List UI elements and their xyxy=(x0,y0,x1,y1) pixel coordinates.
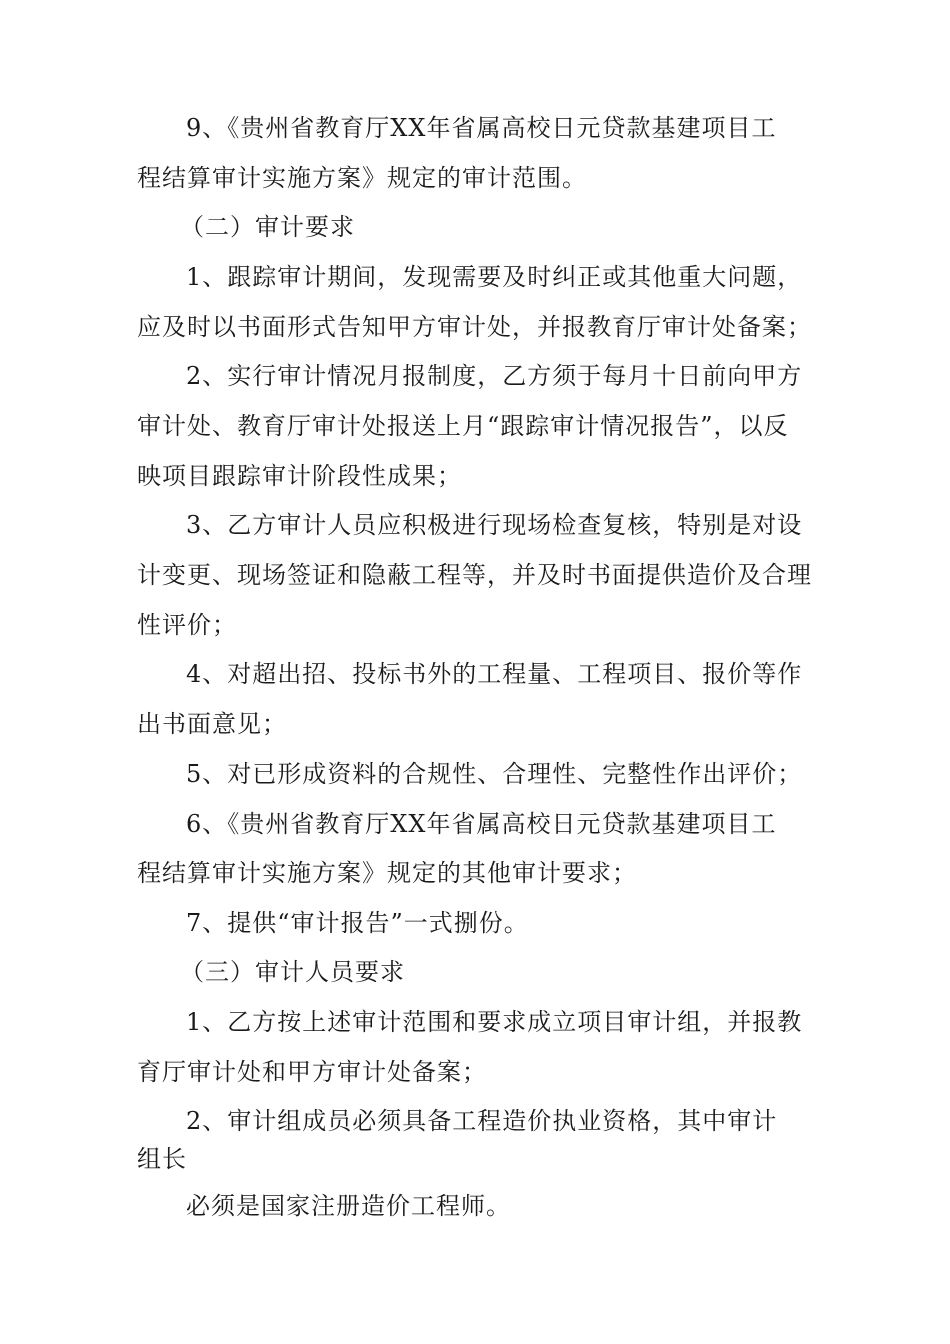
text-line-1: 9、《贵州省教育厅XX年省属高校日元贷款基建项目工 xyxy=(186,114,777,142)
text-line-21: 2、审计组成员必须具备工程造价执业资格，其中审计 xyxy=(186,1107,778,1135)
text-line-16: 程结算审计实施方案》规定的其他审计要求； xyxy=(137,859,637,887)
text-line-12: 4、对超出招、投标书外的工程量、工程项目、报价等作 xyxy=(186,660,803,688)
section-heading-3: （三）审计人员要求 xyxy=(180,958,405,986)
text-line-6: 2、实行审计情况月报制度，乙方须于每月十日前向甲方 xyxy=(186,362,803,390)
text-line-13: 出书面意见； xyxy=(137,710,287,738)
text-line-15: 6、《贵州省教育厅XX年省属高校日元贷款基建项目工 xyxy=(186,810,777,838)
text-line-10: 计变更、现场签证和隐蔽工程等，并及时书面提供造价及合理 xyxy=(137,561,812,589)
text-line-2: 程结算审计实施方案》规定的审计范围。 xyxy=(137,164,587,192)
text-line-17: 7、提供“审计报告”一式捌份。 xyxy=(186,909,529,937)
section-heading-2: （二）审计要求 xyxy=(180,213,355,241)
text-line-11: 性评价； xyxy=(137,611,237,639)
text-line-19: 1、乙方按上述审计范围和要求成立项目审计组，并报教 xyxy=(186,1008,803,1036)
text-line-8: 映项目跟踪审计阶段性成果； xyxy=(137,462,462,490)
text-line-5: 应及时以书面形式告知甲方审计处，并报教育厅审计处备案； xyxy=(137,313,812,341)
text-line-4: 1、跟踪审计期间，发现需要及时纠正或其他重大问题， xyxy=(186,263,803,291)
text-line-22: 组长 xyxy=(137,1145,187,1173)
text-line-14: 5、对已形成资料的合规性、合理性、完整性作出评价； xyxy=(186,760,803,788)
text-line-7: 审计处、教育厅审计处报送上月“跟踪审计情况报告”，以反 xyxy=(137,412,789,440)
text-line-23: 必须是国家注册造价工程师。 xyxy=(186,1192,511,1220)
text-line-20: 育厅审计处和甲方审计处备案； xyxy=(137,1058,487,1086)
text-line-9: 3、乙方审计人员应积极进行现场检查复核，特别是对设 xyxy=(186,511,803,539)
